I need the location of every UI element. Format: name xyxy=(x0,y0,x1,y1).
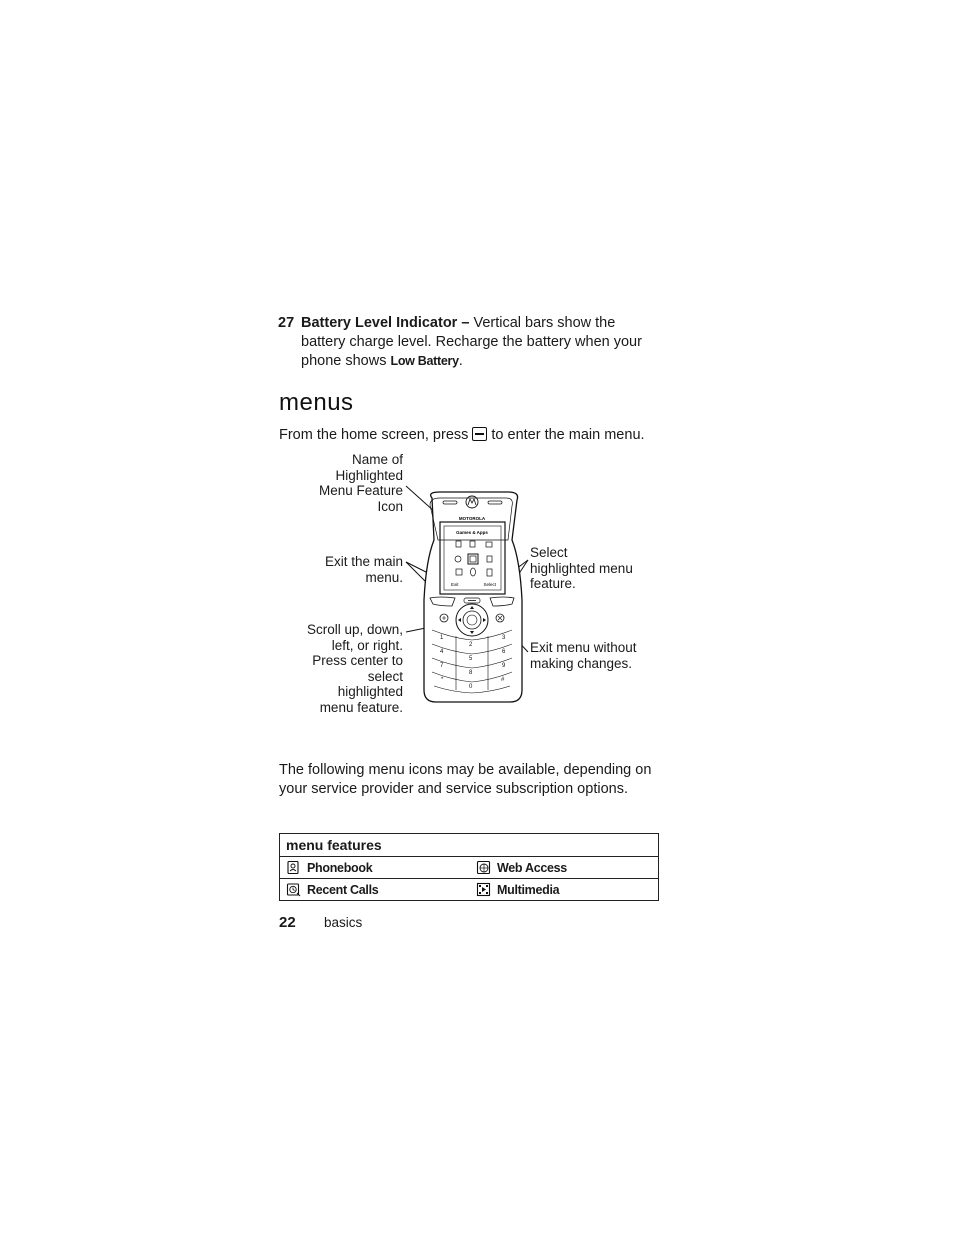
key-pound[interactable]: # xyxy=(501,677,505,683)
callout-line: Menu Feature xyxy=(318,483,403,499)
key-1[interactable]: 1 xyxy=(440,635,444,641)
menu-icons-paragraph: The following menu icons may be available, depending on your service provider and service subscription options. xyxy=(279,762,652,797)
phonebook-icon xyxy=(286,860,301,875)
callout-line: Press center to xyxy=(312,653,403,669)
key-7[interactable]: 7 xyxy=(440,663,444,669)
table-cell xyxy=(280,879,471,901)
web-access-icon xyxy=(476,860,491,875)
callout-line: menu feature. xyxy=(319,699,403,715)
key-2[interactable]: 2 xyxy=(469,642,473,648)
callout-line: left, or right. xyxy=(331,637,403,653)
table-cell xyxy=(280,857,471,879)
footer-section: basics xyxy=(324,915,363,930)
key-3[interactable]: 3 xyxy=(502,635,506,641)
screen-title: Games & Apps xyxy=(456,530,488,535)
table-row xyxy=(280,857,659,879)
page-number: 22 xyxy=(279,914,296,931)
table-cell xyxy=(470,857,659,879)
recent-calls-icon xyxy=(286,882,301,897)
item-term: Battery Level Indicator – xyxy=(301,315,470,331)
key-8[interactable]: 8 xyxy=(469,670,473,676)
callout-line: feature. xyxy=(530,576,576,592)
callout-line: Name of xyxy=(351,452,403,467)
intro-text xyxy=(279,427,645,443)
callout-line: Highlighted xyxy=(335,467,403,483)
feature-label: Web Access xyxy=(497,860,567,875)
key-9[interactable]: 9 xyxy=(502,663,506,669)
feature-label: Phonebook xyxy=(307,860,373,875)
key-6[interactable]: 6 xyxy=(502,649,506,655)
feature-label: Recent Calls xyxy=(307,882,379,897)
callout-line: Exit the main xyxy=(324,554,403,569)
callout-line: Select xyxy=(530,545,568,560)
callout-line: select xyxy=(367,668,403,684)
item-body xyxy=(301,314,658,371)
key-star[interactable]: * xyxy=(441,677,444,683)
key-5[interactable]: 5 xyxy=(469,656,473,662)
callout-line: Exit menu without xyxy=(530,640,637,655)
intro-after: to enter the main menu. xyxy=(491,427,645,443)
section-heading: menus xyxy=(279,389,354,416)
low-battery-label: Low Battery xyxy=(390,354,459,368)
multimedia-icon xyxy=(476,882,491,897)
key-0[interactable]: 0 xyxy=(469,684,473,690)
key-4[interactable]: 4 xyxy=(440,649,444,655)
callout-line: menu. xyxy=(365,569,403,585)
item-end: . xyxy=(458,353,463,369)
table-header: menu features xyxy=(280,834,659,857)
callout-line: Scroll up, down, xyxy=(306,622,403,637)
battery-indicator-item xyxy=(278,314,658,371)
soft-key-right-label: Select xyxy=(483,582,496,587)
table-row xyxy=(280,879,659,901)
intro-before: From the home screen, press xyxy=(279,427,469,443)
soft-key-left-label: Exit xyxy=(451,582,459,587)
callout-line: Icon xyxy=(377,498,403,514)
callout-line: highlighted menu xyxy=(530,560,633,576)
table-cell xyxy=(470,879,659,901)
menu-features-table xyxy=(279,833,659,901)
brand-label: MOTOROLA xyxy=(458,516,486,521)
callout-line: making changes. xyxy=(530,655,633,671)
item-description: Vertical bars show the battery charge level. Recharge the battery when your phone shows xyxy=(301,315,642,369)
item-number: 27 xyxy=(278,315,295,331)
menu-key-icon xyxy=(472,427,487,441)
feature-label: Multimedia xyxy=(497,882,560,897)
phone-illustration xyxy=(300,480,560,720)
callout-line: highlighted xyxy=(337,684,403,700)
